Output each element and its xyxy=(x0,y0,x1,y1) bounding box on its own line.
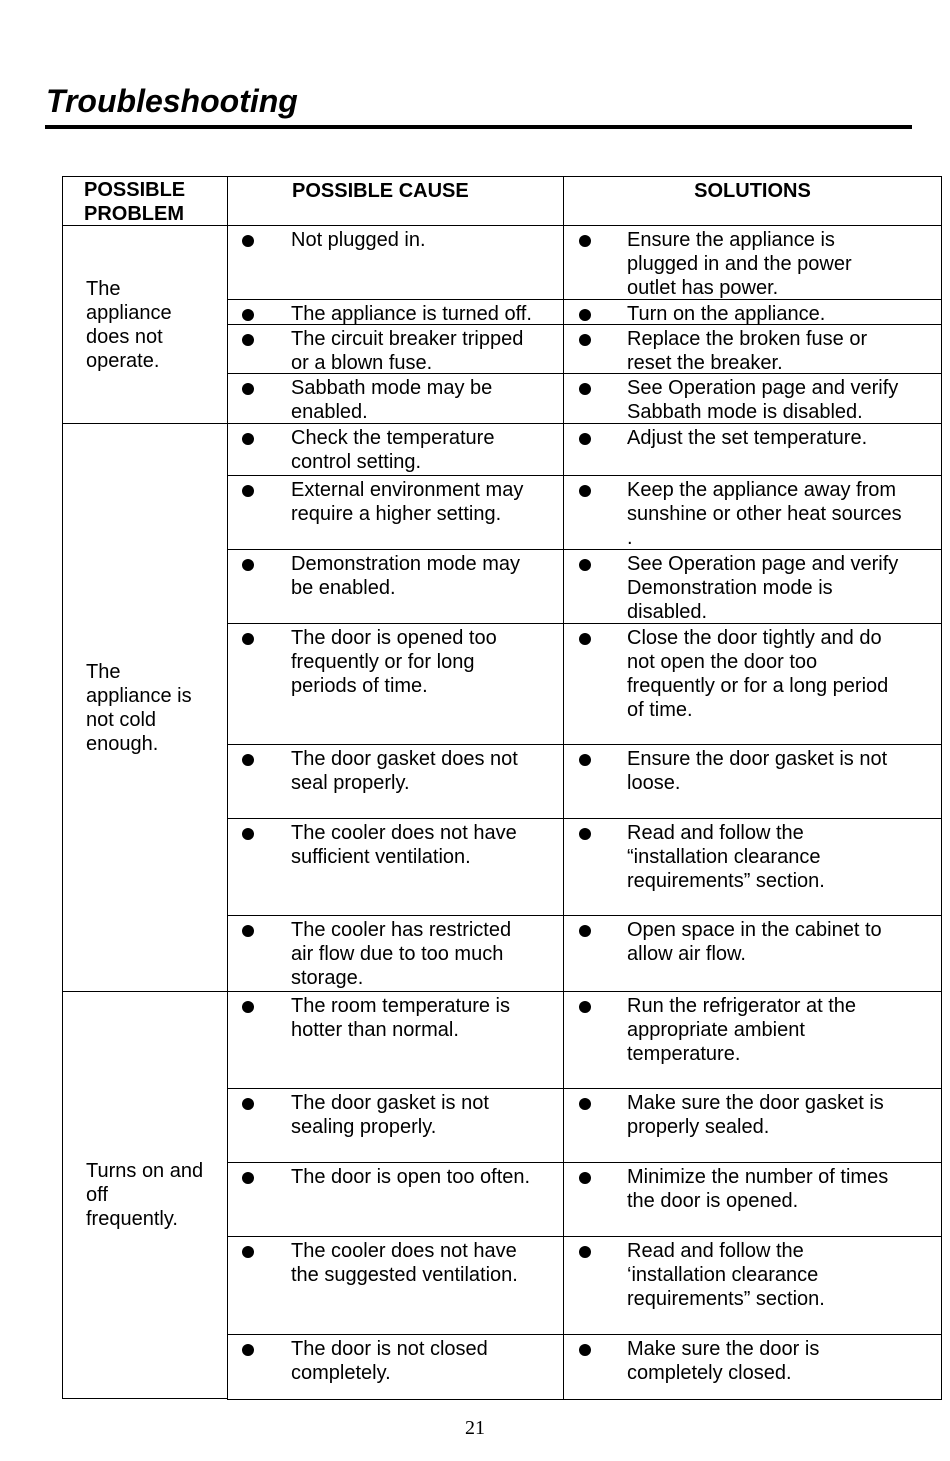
bullet-icon xyxy=(242,925,254,937)
cause-line: periods of time. xyxy=(291,675,428,697)
solution-cell xyxy=(563,423,942,476)
solution-cell xyxy=(563,549,942,624)
cause-cell xyxy=(227,818,564,916)
solution-cell xyxy=(563,299,942,325)
cause-text xyxy=(291,478,557,526)
problem-cell xyxy=(62,423,228,992)
solution-cell xyxy=(563,1088,942,1163)
cause-text xyxy=(291,747,557,795)
solution-line: ‘installation clearance xyxy=(627,1264,819,1286)
header-possible-cause: POSSIBLE CAUSE xyxy=(227,176,564,226)
cause-line: The door is open too often. xyxy=(291,1166,531,1188)
bullet-icon xyxy=(579,1172,591,1184)
solution-text xyxy=(627,327,935,375)
cause-line: The door is opened too xyxy=(291,627,497,649)
solution-line: requirements” section. xyxy=(627,1288,825,1310)
problem-line: Turns on and xyxy=(86,1160,204,1182)
bullet-icon xyxy=(242,485,254,497)
solution-line: Adjust the set temperature. xyxy=(627,427,868,449)
solution-line: allow air flow. xyxy=(627,943,746,965)
cause-cell xyxy=(227,373,564,424)
solution-text xyxy=(627,821,935,893)
problem-text xyxy=(86,277,172,373)
solution-line: properly sealed. xyxy=(627,1116,770,1138)
solution-text xyxy=(627,552,935,624)
solution-text xyxy=(627,994,935,1066)
bullet-icon xyxy=(242,235,254,247)
problem-line: appliance xyxy=(86,301,172,324)
solution-line: Minimize the number of times xyxy=(627,1166,889,1188)
solution-cell xyxy=(563,991,942,1089)
cause-line: require a higher setting. xyxy=(291,503,502,525)
cause-cell xyxy=(227,1334,564,1400)
cause-line: External environment may xyxy=(291,479,524,501)
bullet-icon xyxy=(242,828,254,840)
bullet-icon xyxy=(242,334,254,346)
cause-text xyxy=(291,918,557,990)
cause-line: Check the temperature xyxy=(291,427,495,449)
header-problem-line: PROBLEM xyxy=(84,203,184,225)
solution-line: temperature. xyxy=(627,1043,741,1065)
cause-line: The cooler does not have xyxy=(291,1240,517,1262)
solution-line: plugged in and the power xyxy=(627,253,852,275)
solution-line: completely closed. xyxy=(627,1362,792,1384)
solution-line: Replace the broken fuse or xyxy=(627,328,868,350)
problem-line: operate. xyxy=(86,349,160,372)
cause-text xyxy=(291,1165,557,1189)
cause-cell xyxy=(227,1088,564,1163)
solution-text xyxy=(627,918,935,966)
solution-line: not open the door too xyxy=(627,651,818,673)
cause-cell xyxy=(227,475,564,550)
solution-line: Read and follow the xyxy=(627,822,804,844)
bullet-icon xyxy=(579,754,591,766)
bullet-icon xyxy=(579,1344,591,1356)
cause-cell xyxy=(227,991,564,1089)
bullet-icon xyxy=(579,334,591,346)
cause-line: sufficient ventilation. xyxy=(291,846,471,868)
cause-cell xyxy=(227,299,564,325)
solution-cell xyxy=(563,373,942,424)
bullet-icon xyxy=(579,828,591,840)
cause-cell xyxy=(227,423,564,476)
cause-cell xyxy=(227,744,564,819)
cause-cell xyxy=(227,623,564,745)
problem-line: enough. xyxy=(86,732,159,755)
problem-line: The xyxy=(86,277,121,300)
page-title: Troubleshooting xyxy=(46,83,298,119)
cause-line: seal properly. xyxy=(291,772,410,794)
cause-text xyxy=(291,821,557,869)
solution-line: Open space in the cabinet to xyxy=(627,919,882,941)
header-problem-line: POSSIBLE xyxy=(84,179,186,201)
bullet-icon xyxy=(242,1001,254,1013)
cause-line: The door is not closed xyxy=(291,1338,488,1360)
header-possible-problem xyxy=(62,176,228,226)
bullet-icon xyxy=(579,485,591,497)
solution-text xyxy=(627,626,935,722)
cause-line: The door gasket does not xyxy=(291,748,518,770)
title-underline xyxy=(45,125,912,129)
solution-line: Ensure the door gasket is not xyxy=(627,748,888,770)
solution-line: sunshine or other heat sources xyxy=(627,503,902,525)
solution-line: frequently or for a long period xyxy=(627,675,889,697)
bullet-icon xyxy=(579,633,591,645)
bullet-icon xyxy=(579,559,591,571)
solution-cell xyxy=(563,915,942,992)
cause-line: Not plugged in. xyxy=(291,229,426,251)
cause-line: sealing properly. xyxy=(291,1116,437,1138)
solution-cell xyxy=(563,744,942,819)
solution-line: of time. xyxy=(627,699,693,721)
solution-line: See Operation page and verify xyxy=(627,553,899,575)
cause-line: The room temperature is xyxy=(291,995,510,1017)
solution-cell xyxy=(563,475,942,550)
solution-cell xyxy=(563,818,942,916)
solution-line: appropriate ambient xyxy=(627,1019,805,1041)
bullet-icon xyxy=(242,754,254,766)
bullet-icon xyxy=(579,309,591,321)
cause-line: control setting. xyxy=(291,451,422,473)
cause-line: frequently or for long xyxy=(291,651,475,673)
cause-line: The cooler does not have xyxy=(291,822,517,844)
problem-line: The xyxy=(86,660,121,683)
page-number: 21 xyxy=(465,1417,485,1439)
solution-line: Close the door tightly and do xyxy=(627,627,882,649)
solution-line: Ensure the appliance is xyxy=(627,229,835,251)
solution-cell xyxy=(563,324,942,374)
solution-line: Keep the appliance away from xyxy=(627,479,897,501)
solution-text xyxy=(627,1165,935,1213)
cause-line: completely. xyxy=(291,1362,391,1384)
bullet-icon xyxy=(242,1246,254,1258)
bullet-icon xyxy=(579,1246,591,1258)
header-solutions: SOLUTIONS xyxy=(563,176,942,226)
bullet-icon xyxy=(242,559,254,571)
cause-cell xyxy=(227,1162,564,1237)
solution-text xyxy=(627,1337,935,1385)
bullet-icon xyxy=(242,1344,254,1356)
cause-line: or a blown fuse. xyxy=(291,352,433,374)
problem-line: does not xyxy=(86,325,163,348)
solution-line: loose. xyxy=(627,772,681,794)
problem-cell xyxy=(62,991,228,1399)
problem-line: not cold xyxy=(86,708,157,731)
solution-line: Make sure the door gasket is xyxy=(627,1092,884,1114)
solution-line: Turn on the appliance. xyxy=(627,303,826,325)
bullet-icon xyxy=(579,925,591,937)
cause-line: be enabled. xyxy=(291,577,396,599)
solution-cell xyxy=(563,623,942,745)
solution-line: requirements” section. xyxy=(627,870,825,892)
problem-cell xyxy=(62,225,228,424)
cause-line: The appliance is turned off. xyxy=(291,303,532,325)
solution-text xyxy=(627,1239,935,1311)
solution-text xyxy=(627,1091,935,1139)
solution-text xyxy=(627,478,935,550)
solution-line: Make sure the door is xyxy=(627,1338,820,1360)
cause-text xyxy=(291,1337,557,1385)
cause-line: storage. xyxy=(291,967,364,989)
bullet-icon xyxy=(242,1172,254,1184)
bullet-icon xyxy=(579,235,591,247)
cause-text xyxy=(291,327,557,375)
solution-cell xyxy=(563,1334,942,1400)
cause-cell xyxy=(227,324,564,374)
cause-line: Demonstration mode may xyxy=(291,553,520,575)
cause-line: enabled. xyxy=(291,401,368,423)
solution-line: Read and follow the xyxy=(627,1240,804,1262)
solution-line: Sabbath mode is disabled. xyxy=(627,401,863,423)
solution-line: the door is opened. xyxy=(627,1190,799,1212)
cause-text xyxy=(291,552,557,600)
bullet-icon xyxy=(579,383,591,395)
cause-text xyxy=(291,626,557,698)
solution-cell xyxy=(563,1236,942,1335)
cause-text xyxy=(291,302,557,326)
solution-cell xyxy=(563,225,942,300)
cause-line: hotter than normal. xyxy=(291,1019,459,1041)
solution-line: See Operation page and verify xyxy=(627,377,899,399)
solution-text xyxy=(627,426,935,450)
problem-text xyxy=(86,660,192,756)
cause-text xyxy=(291,376,557,424)
solution-text xyxy=(627,747,935,795)
problem-text xyxy=(86,1159,203,1231)
troubleshooting-table xyxy=(62,176,942,1399)
bullet-icon xyxy=(242,433,254,445)
cause-line: The door gasket is not xyxy=(291,1092,489,1114)
bullet-icon xyxy=(242,309,254,321)
bullet-icon xyxy=(579,1001,591,1013)
solution-line: reset the breaker. xyxy=(627,352,783,374)
cause-text xyxy=(291,1091,557,1139)
cause-line: The cooler has restricted xyxy=(291,919,512,941)
bullet-icon xyxy=(242,633,254,645)
problem-line: frequently. xyxy=(86,1208,178,1230)
solution-text xyxy=(627,302,935,326)
cause-cell xyxy=(227,1236,564,1335)
solution-line: . xyxy=(627,527,633,549)
bullet-icon xyxy=(579,433,591,445)
cause-line: air flow due to too much xyxy=(291,943,504,965)
cause-cell xyxy=(227,225,564,300)
solution-line: Run the refrigerator at the xyxy=(627,995,857,1017)
cause-line: The circuit breaker tripped xyxy=(291,328,524,350)
problem-line: off xyxy=(86,1184,108,1206)
solution-text xyxy=(627,228,935,300)
cause-cell xyxy=(227,915,564,992)
bullet-icon xyxy=(242,383,254,395)
solution-line: Demonstration mode is xyxy=(627,577,833,599)
solution-line: outlet has power. xyxy=(627,277,779,299)
solution-text xyxy=(627,376,935,424)
cause-text xyxy=(291,426,557,474)
problem-line: appliance is xyxy=(86,684,192,707)
cause-text xyxy=(291,228,557,252)
cause-cell xyxy=(227,549,564,624)
cause-line: Sabbath mode may be xyxy=(291,377,493,399)
bullet-icon xyxy=(579,1098,591,1110)
bullet-icon xyxy=(242,1098,254,1110)
cause-text xyxy=(291,1239,557,1287)
cause-text xyxy=(291,994,557,1042)
solution-cell xyxy=(563,1162,942,1237)
solution-line: disabled. xyxy=(627,601,708,623)
solution-line: “installation clearance xyxy=(627,846,821,868)
cause-line: the suggested ventilation. xyxy=(291,1264,518,1286)
